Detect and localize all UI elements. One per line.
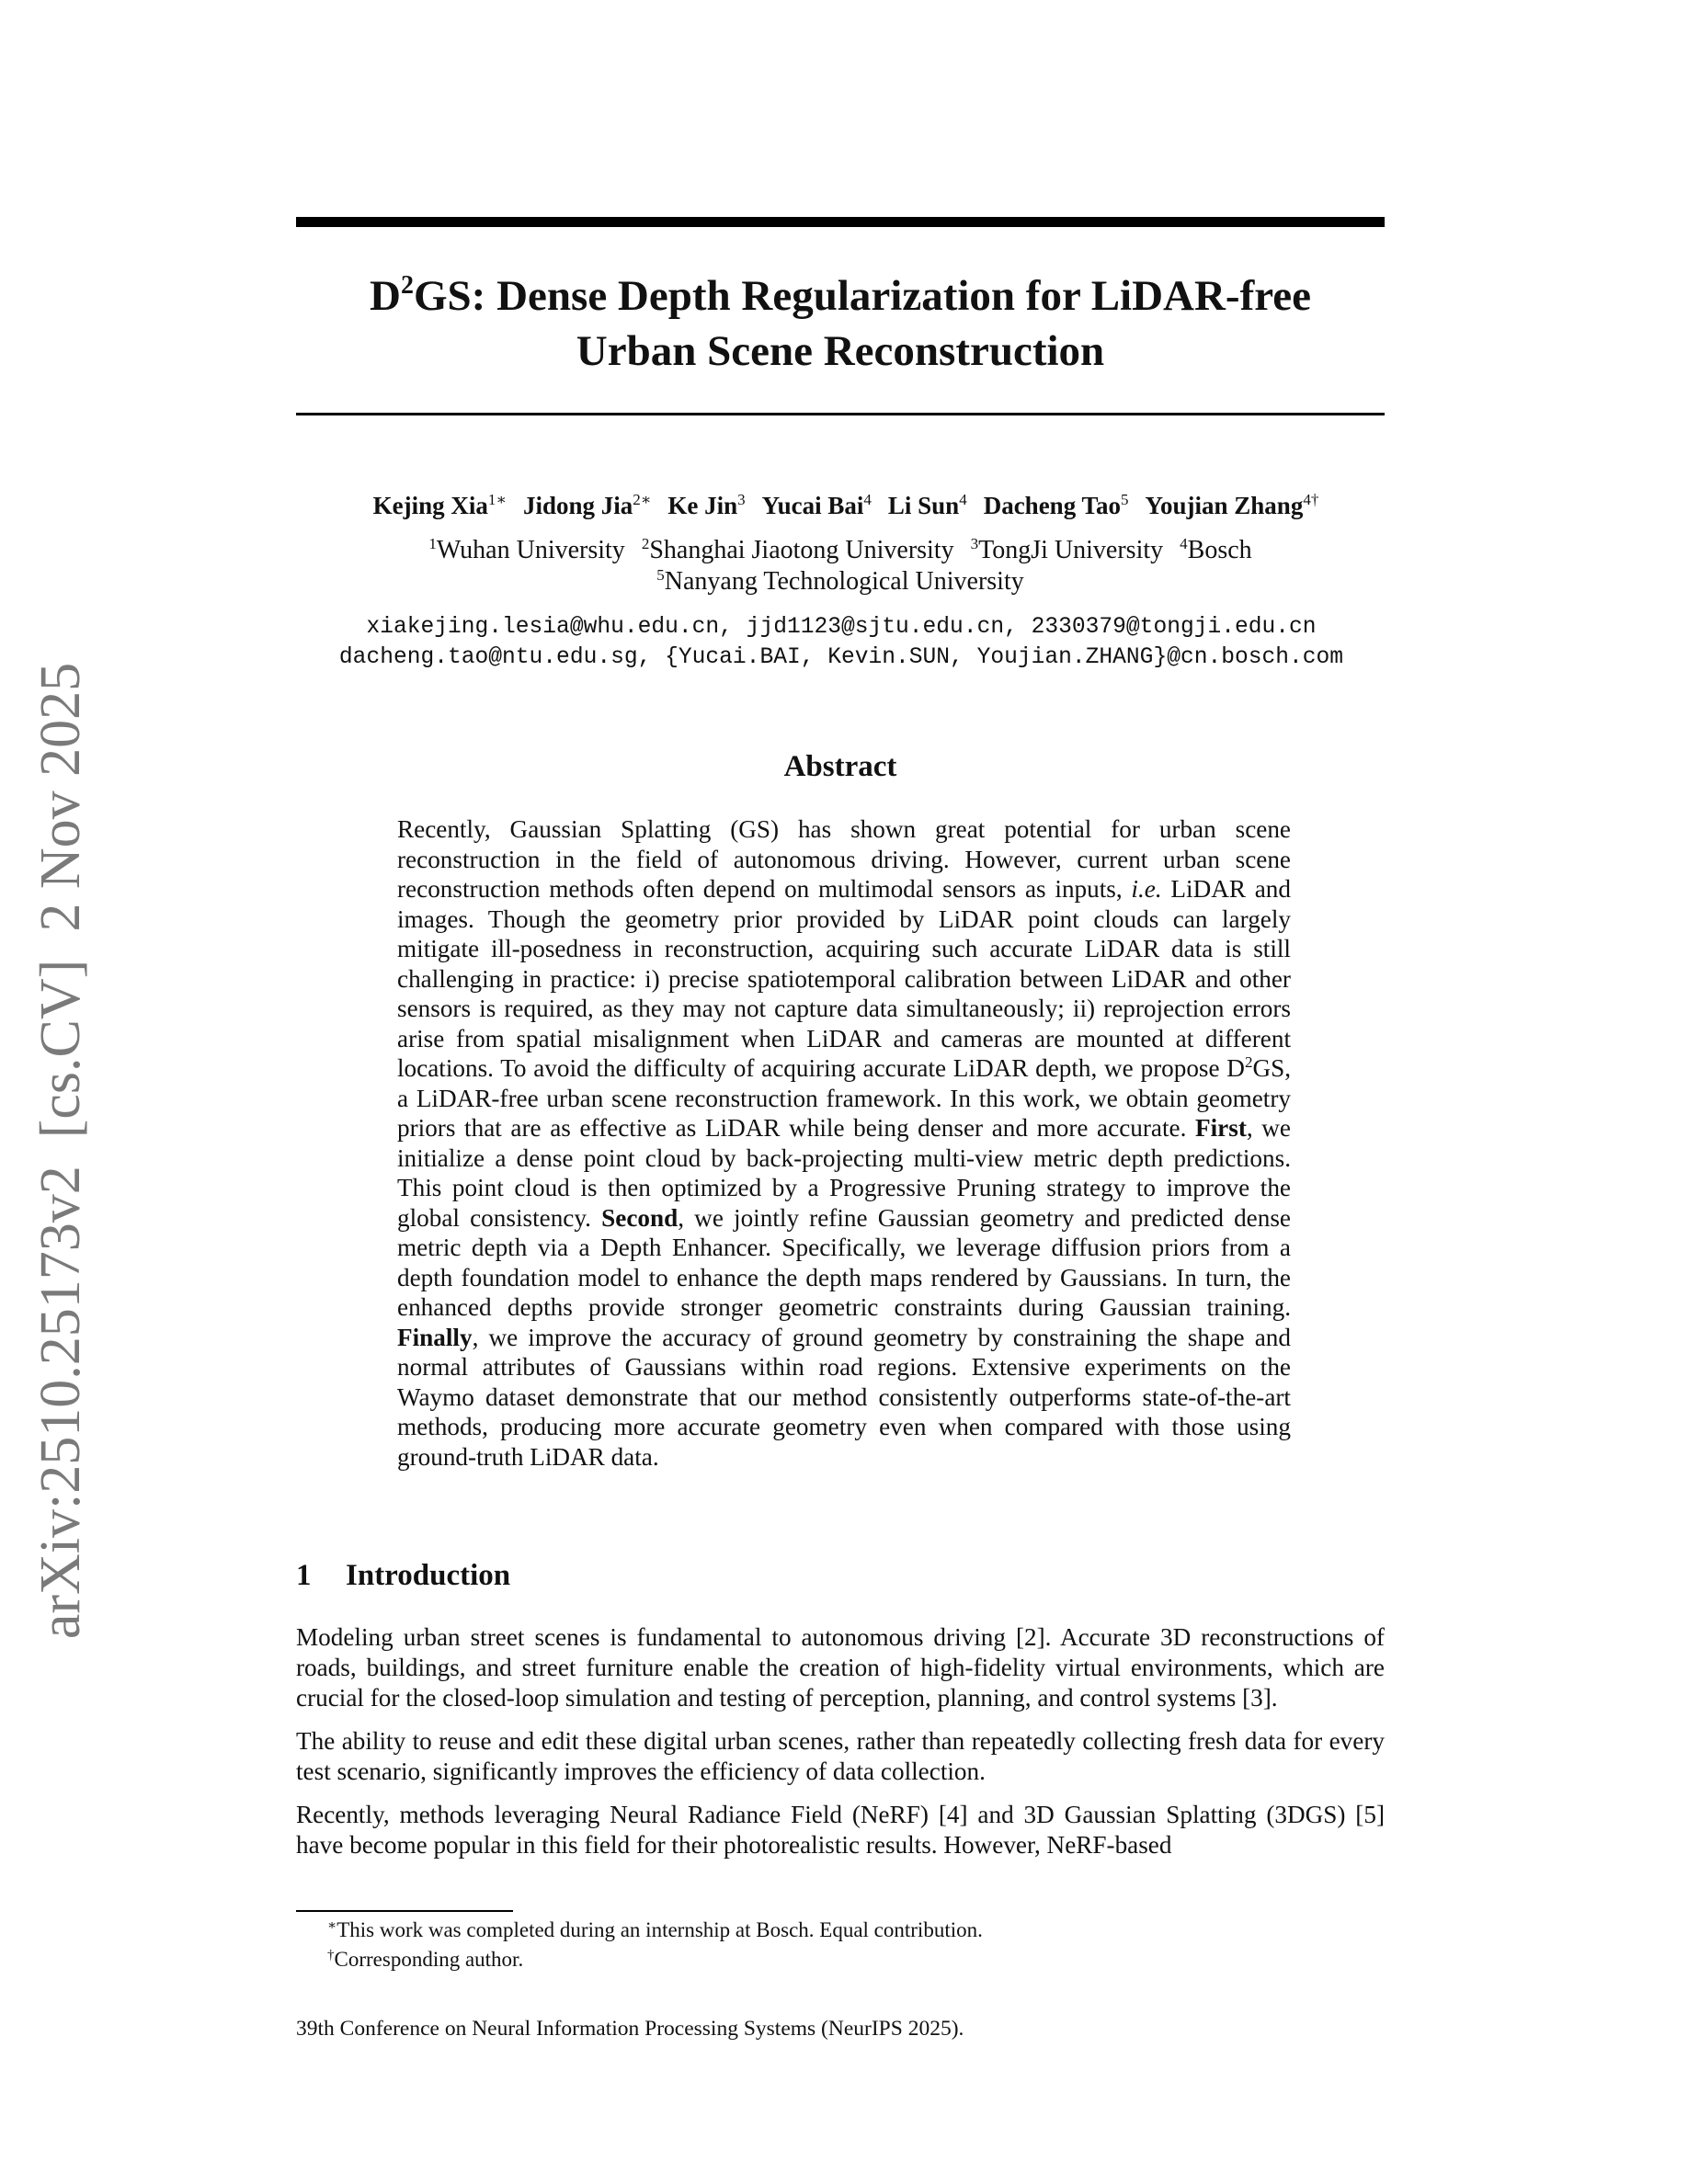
introduction-body bbox=[296, 1622, 1385, 1873]
footnotes bbox=[327, 1916, 1385, 1974]
affiliation: $^3$TongJi University bbox=[970, 535, 1164, 564]
affiliation-list bbox=[296, 535, 1385, 597]
affiliation: $^5$Nanyang Technological University bbox=[656, 566, 1024, 596]
email-line: xiakejing.lesia@whu.edu.cn, jjd1123@sjtu.edu.cn, 2330379@tongji.edu.cn bbox=[366, 615, 1317, 640]
affiliation: $^4$Bosch bbox=[1180, 535, 1252, 564]
email-line: dacheng.tao@ntu.edu.sg, {Yucai.BAI, Kevin.SUN, Youjian.ZHANG}@cn.bosch.com bbox=[338, 645, 1344, 670]
author: Ke Jin$^3$ bbox=[667, 491, 746, 519]
author: Dacheng Tao$^5$ bbox=[983, 491, 1129, 519]
author: Yucai Bai$^4$ bbox=[761, 491, 872, 519]
arxiv-date: 2 Nov 2025 bbox=[29, 662, 92, 932]
title-line1-rest: GS: Dense Depth Regularization for LiDAR-free bbox=[413, 272, 1311, 320]
author-list bbox=[230, 489, 1462, 522]
footnote: ∗This work was completed during an internship at Bosch. Equal contribution. bbox=[327, 1918, 983, 1941]
title-superscript: 2 bbox=[400, 271, 414, 300]
section-title: Introduction bbox=[346, 1559, 511, 1592]
paragraph: The ability to reuse and edit these digital urban scenes, rather than repeatedly collecting fresh data for every test scenario, significantly improves the efficiency of data collection. bbox=[296, 1727, 1385, 1785]
abstract-body: Recently, Gaussian Splatting (GS) has shown great potential for urban scene reconstruction in the field of autonomous driving. However, current urban scene reconstruction methods often depend on multimodal sensors as inputs, i.e. LiDAR and images. Though the geometry prior provided by LiDAR point clouds can largely mitigate ill-posedness in reconstruction, acquiring such accurate LiDAR data is still challenging in practice: i) precise spatiotemporal calibration between LiDAR and other sensors is required, as they may not capture data simultaneously; ii) reprojection errors arise from spatial misalignment when LiDAR and cameras are mounted at different locations. To avoid the difficulty of acquiring accurate LiDAR depth, we propose $D^2GS$, a LiDAR-free urban scene reconstruction framework. In this work, we obtain geometry priors that are as effective as LiDAR while being denser and more accurate. First, we initialize a dense point cloud by back-projecting multi-view metric depth predictions. This point cloud is then optimized by a Progressive Pruning strategy to improve the global consistency. Second, we jointly refine Gaussian geometry and predicted dense metric depth via a Depth Enhancer. Specifically, we leverage diffusion priors from a depth foundation model to enhance the depth maps rendered by Gaussians. In turn, the enhanced depths provide stronger geometric constraints during Gaussian training. Finally, we improve the accuracy of ground geometry by constraining the shape and normal attributes of Gaussians within road regions. Extensive experiments on the Waymo dataset demonstrate that our method consistently outperforms state-of-the-art methods, producing more accurate geometry even when compared with those using ground-truth LiDAR data. bbox=[397, 815, 1292, 1471]
affiliation: $^1$Wuhan University bbox=[428, 535, 625, 564]
footnote: †Corresponding author. bbox=[327, 1948, 524, 1971]
paragraph: Modeling urban street scenes is fundamental to autonomous driving [2]. Accurate 3D reconstructions of roads, buildings, and street furniture enable the creation of high-fidelity virtual environments, which are crucial for the closed-loop simulation and testing of perception, planning, and control systems [3]. bbox=[296, 1623, 1385, 1712]
email-list bbox=[239, 612, 1443, 673]
author: Jidong Jia$^{2∗}$ bbox=[522, 491, 652, 519]
affiliation: $^2$Shanghai Jiaotong University bbox=[641, 535, 954, 564]
paragraph: Recently, methods leveraging Neural Radiance Field (NeRF) [4] and 3D Gaussian Splatting (3DGS) [5] have become popular in this field for their photorealistic results. However, NeRF-based bbox=[296, 1801, 1385, 1859]
arxiv-id: arXiv:2510.25173v2 bbox=[29, 1166, 92, 1640]
title-top-rule bbox=[296, 217, 1385, 227]
author: Youjian Zhang$^{4\dagger}$ bbox=[1145, 491, 1319, 519]
arxiv-identifier bbox=[24, 625, 97, 1677]
title-line2: Urban Scene Reconstruction bbox=[576, 327, 1105, 375]
footnote-rule bbox=[296, 1910, 513, 1912]
paper-title bbox=[296, 268, 1385, 379]
section-heading-introduction bbox=[296, 1555, 1385, 1596]
section-number: 1 bbox=[296, 1559, 312, 1592]
abstract-heading: Abstract bbox=[783, 750, 897, 783]
venue-note: 39th Conference on Neural Information Processing Systems (NeurIPS 2025). bbox=[296, 2017, 964, 2041]
title-prefix: D bbox=[370, 272, 401, 320]
arxiv-category: [cs.CV] bbox=[29, 959, 92, 1139]
title-bottom-rule bbox=[296, 413, 1385, 415]
author: Kejing Xia$^{1∗}$ bbox=[372, 491, 507, 519]
author: Li Sun$^4$ bbox=[887, 491, 967, 519]
